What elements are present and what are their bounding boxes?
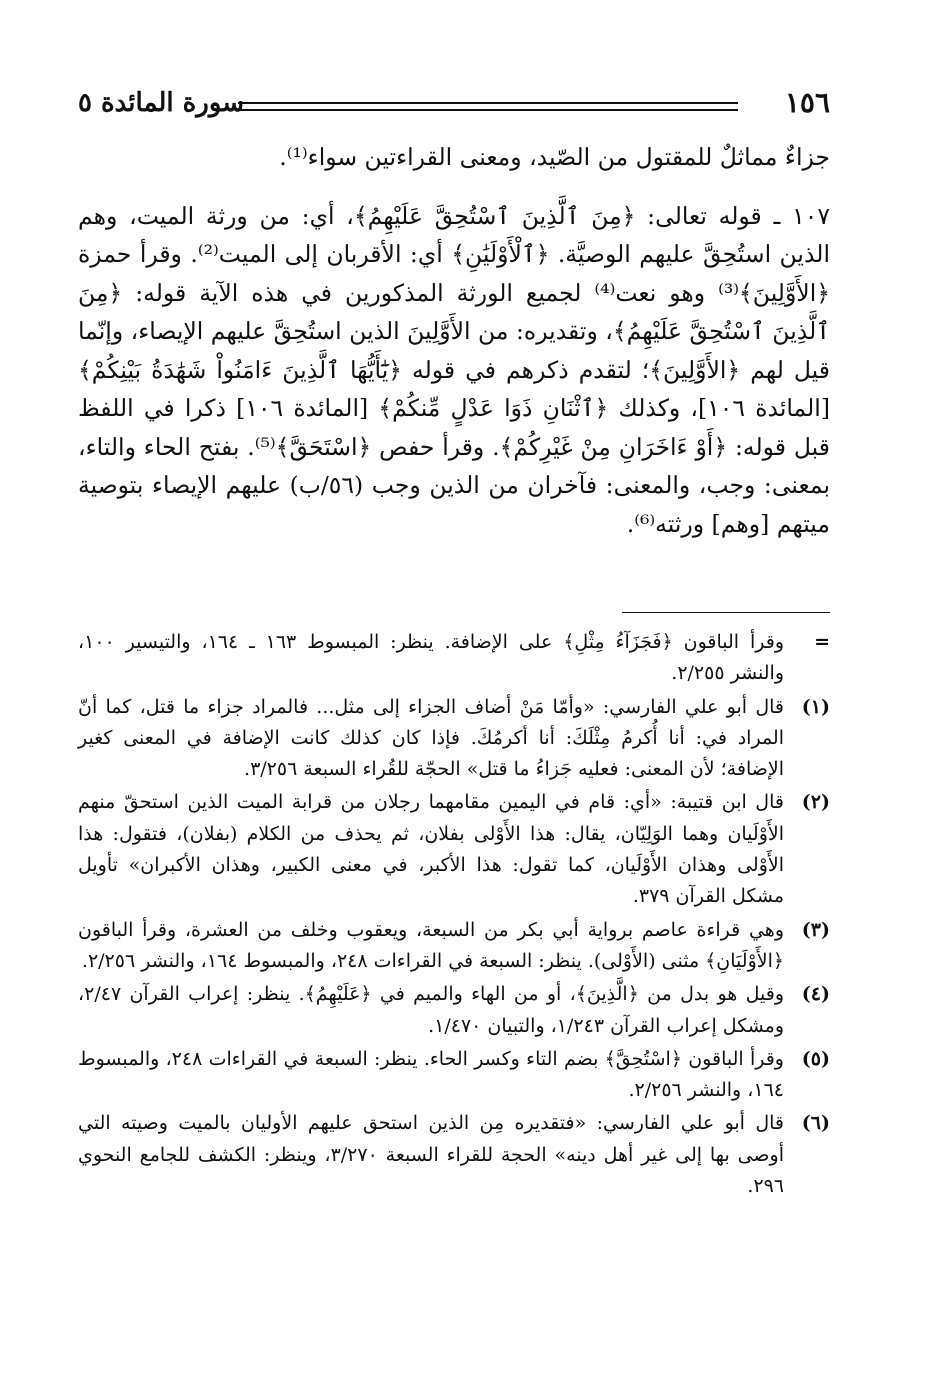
footnote-text: قال أبو علي الفارسي: «فتقديره مِن الذين استحق عليهم الأوليان بالميت وصيته التي أوصى بها إلى غير أهل دينه» الحجة للقراء السبعة ٣/٢٧٠، وينظر: الكشف للجامع النحوي ٢٩٦. — [78, 1112, 785, 1198]
footnote-text: وقرأ الباقون ﴿فَجَزَآءُ مِثْلِ﴾ على الإضافة. ينظر: المبسوط ١٦٣ ـ ١٦٤، والتيسير ١٠٠، والنشر ٢/٢٥٥. — [78, 631, 784, 685]
running-title: سورة المائدة ٥ — [78, 88, 245, 118]
page-number: ١٥٦ — [784, 86, 830, 119]
footnote-continuation — [78, 627, 830, 690]
footnote-number: (١) — [801, 695, 830, 718]
footnote — [78, 1108, 830, 1202]
paragraph: جزاءٌ مماثلٌ للمقتول من الصّيد، ومعنى القراءتين سواء⁽¹⁾. — [279, 143, 830, 171]
footnote-number: (٣) — [801, 918, 830, 941]
paragraph: ١٠٧ ـ قوله تعالى: ﴿مِنَ ٱلَّذِينَ ٱسْتُحِقَّ عَلَيْهِمُ﴾، أي: من ورثة الميت، وهم الذين استُحِقَّ عليهم الوصيَّة. ﴿ٱلْأَوْلَيَٰنِ﴾ أي: الأقربان إلى الميت⁽²⁾. وقرأ حمزة ﴿الأَوَّلِينَ﴾⁽³⁾ وهو نعت⁽⁴⁾ لجميع الورثة المذكورين في هذه الآية قوله: ﴿مِنَ ٱلَّذِينَ ٱسْتُحِقَّ عَلَيْهِمُ﴾، وتقديره: من الأَوَّلِينَ الذين استُحِقَّ عليهم الإيصاء، وإنّما قيل لهم ﴿الأَوَّلِينَ﴾؛ لتقدم ذكرهم في قوله ﴿يَٰٓأَيُّهَا ٱلَّذِينَ ءَامَنُواْ شَهَٰدَةُ بَيْنِكُمْ﴾ [المائدة ١٠٦]، وكذلك ﴿ٱثْنَانِ ذَوَا عَدْلٍ مِّنكُمْ﴾ [المائدة ١٠٦] ذكرا في اللفظ قبل قوله: ﴿أَوْ ءَاخَرَانِ مِنْ غَيْرِكُمْ﴾. وقرأ حفص ﴿اسْتَحَقَّ﴾⁽⁵⁾. بفتح الحاء والتاء، بمعنى: وجب، والمعنى: فآخران من الذين وجب (٥٦/ب) عليهم الإيصاء بتوصية ميتهم [وهم] ورثته⁽⁶⁾. — [78, 201, 831, 538]
footnote-number: = — [814, 631, 830, 653]
page — [78, 82, 830, 543]
page-header — [78, 82, 830, 128]
footnote-text: قال ابن قتيبة: «أي: قام في اليمين مقامهما رجلان من قرابة الميت الذين استحقّ منهم الأَوْلَيان وهما الوَلِيّان، يقال: هذا الأَوْلى بفلان، ثم يحذف من الكلام (بفلان)، فتقول: هذا الأَوْلى وهذان الأَوْلَيان، كما تقول: هذا الأكبر، في معنى الكبير، وهذان الأكبران» تأويل مشكل القرآن ٣٧٩. — [78, 791, 784, 908]
footnote — [78, 1044, 830, 1107]
footnote — [78, 915, 830, 978]
header-rule — [238, 102, 738, 111]
footnote-number: (٤) — [801, 983, 830, 1006]
main-text — [78, 138, 830, 543]
footnote-number: (٢) — [801, 791, 830, 814]
footnote-text: وقرأ الباقون ﴿اسْتُحِقَّ﴾ بضم التاء وكسر الحاء. ينظر: السبعة في القراءات ٢٤٨، والمبسوط ١٦٤، والنشر ٢/٢٥٦. — [78, 1047, 784, 1102]
footnote-separator — [622, 612, 830, 613]
footnote-text: وهي قراءة عاصم برواية أبي بكر من السبعة، ويعقوب وخلف من العشرة، وقرأ الباقون ﴿الأَوْلَيَانِ﴾ مثنى (الأَوْلى). ينظر: السبعة في القراءات ٢٤٨، والمبسوط ١٦٤، والنشر ٢/٢٥٦. — [78, 918, 784, 972]
footnote — [78, 979, 830, 1042]
footnote — [78, 692, 830, 786]
footnote-number: (٦) — [801, 1112, 830, 1135]
footnote-text: وقيل هو بدل من ﴿الَّذِينَ﴾، أو من الهاء والميم في ﴿عَلَيْهِمُ﴾. ينظر: إعراب القرآن ٢/٤٧، ومشكل إعراب القرآن ١/٢٤٣، والتبيان ١/٤٧٠. — [78, 983, 784, 1037]
footnote-text: قال أبو علي الفارسي: «وأمّا مَنْ أضاف الجزاء إلى مثل... فالمراد جزاء ما قتل، كما أنّ المراد في: أنا أُكرمُ مِثْلَكَ: أنا أكرمُكَ. فإذا كان كذلك كانت الإضافة في المعنى كغير الإضافة؛ لأن المعنى: فعليه جَزاءُ ما قتل» الحجّة للقُراء السبعة ٣/٢٥٦. — [78, 695, 784, 781]
footnote — [78, 787, 830, 912]
footnotes — [78, 612, 830, 1204]
footnote-number: (٥) — [801, 1047, 830, 1070]
